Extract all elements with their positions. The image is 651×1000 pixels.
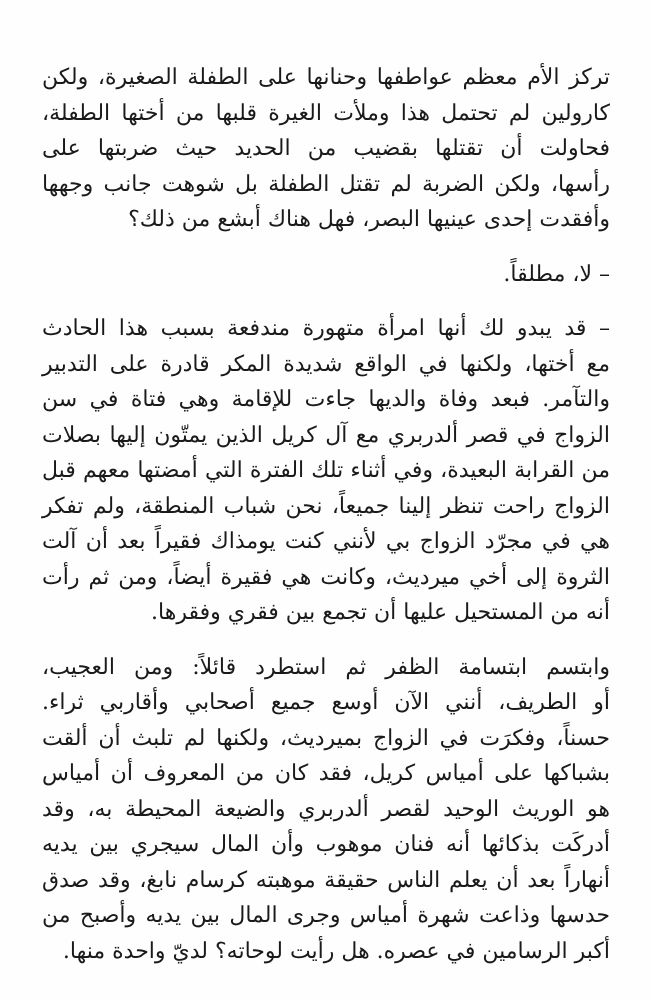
text-line: أكبر الرسامين في عصره. هل رأيت لوحاته؟ لديّ واحدة منها. [62,938,610,964]
paragraph-gap [42,292,610,311]
page-text [42,60,610,969]
paragraph-3 [42,311,610,631]
text-line: – قد يبدو لك أنها امرأة متهورة مندفعة بسبب هذا الحادث [42,316,610,341]
text-line: حسناً، وفكرَت في الزواج بميرديث، ولكنها لم تلبث أن ألقت [42,725,610,751]
text-line: أنهاراً بعد أن يعلم الناس حقيقة موهبته كرسام نابغ، وقد صدق [42,867,610,893]
text-line: أو الطريف، أنني الآن أوسع جميع أصحابي وأقاربي ثراء. [42,690,610,715]
text-line: وأفقدت إحدى عينيها البصر، فهل هناك أبشع من ذلك؟ [128,207,610,232]
text-line: كارولين لم تحتمل هذا وملأت الغيرة قلبها من أختها الطفلة، [42,100,610,126]
text-line: بشباكها على أمياس كريل، فقد كان من المعروف أن أمياس [42,761,610,786]
text-line: وابتسم ابتسامة الظفر ثم استطرد قائلاً: ومن العجيب، [42,654,610,680]
text-line: تركز الأم معظم عواطفها وحنانها على الطفلة الصغيرة، ولكن [42,65,610,90]
paragraph-4 [42,650,610,970]
text-line: فحاولت أن تقتلها بقضيب من الحديد حيث ضربتها على [42,136,610,161]
paragraph-gap [42,238,610,257]
text-line: – لا، مطلقاً. [503,261,610,287]
text-line: رأسها، ولكن الضربة لم تقتل الطفلة بل شوهت جانب وجهها [42,171,610,197]
text-line: حدسها وذاعت شهرة أمياس وجرى المال بين يديه وأصبح من [42,903,610,928]
paragraph-1 [42,60,610,238]
paragraph-gap [42,631,610,650]
text-line: والتآمر. فبعد وفاة والديها جاءت للإقامة وهي فتاة في سن [42,387,610,412]
text-line: أدركَت بذكائها أنه فنان موهوب وأن المال سيجري بين يديه [42,832,611,857]
text-line: الثروة إلى أخي ميرديث، وكانت هي فقيرة أيضاً، ومن ثم رأت [42,564,610,590]
text-line: هو الوريث الوحيد لقصر ألدربري والضيعة المحيطة به، وقد [42,796,610,822]
text-line: أنه من المستحيل عليها أن تجمع بين فقري وفقرها. [151,600,610,625]
text-line: مع أختها، ولكنها في الواقع شديدة المكر قادرة على التدبير [42,351,610,377]
text-line: الزواج في قصر ألدربري مع آل كريل الذين يمتّون إليها بصلات [42,422,610,448]
text-line: من القرابة البعيدة، وفي أثناء تلك الفترة التي أمضتها معهم قبل [42,458,610,483]
text-line: الزواج راحت تنظر إلينا جميعاً، نحن شباب المنطقة، ولم تفكر [42,493,610,519]
text-line: هي في مجرّد الزواج بي لأنني كنت يومذاك فقيراً بعد أن آلت [42,529,610,554]
paragraph-2 [42,257,610,293]
